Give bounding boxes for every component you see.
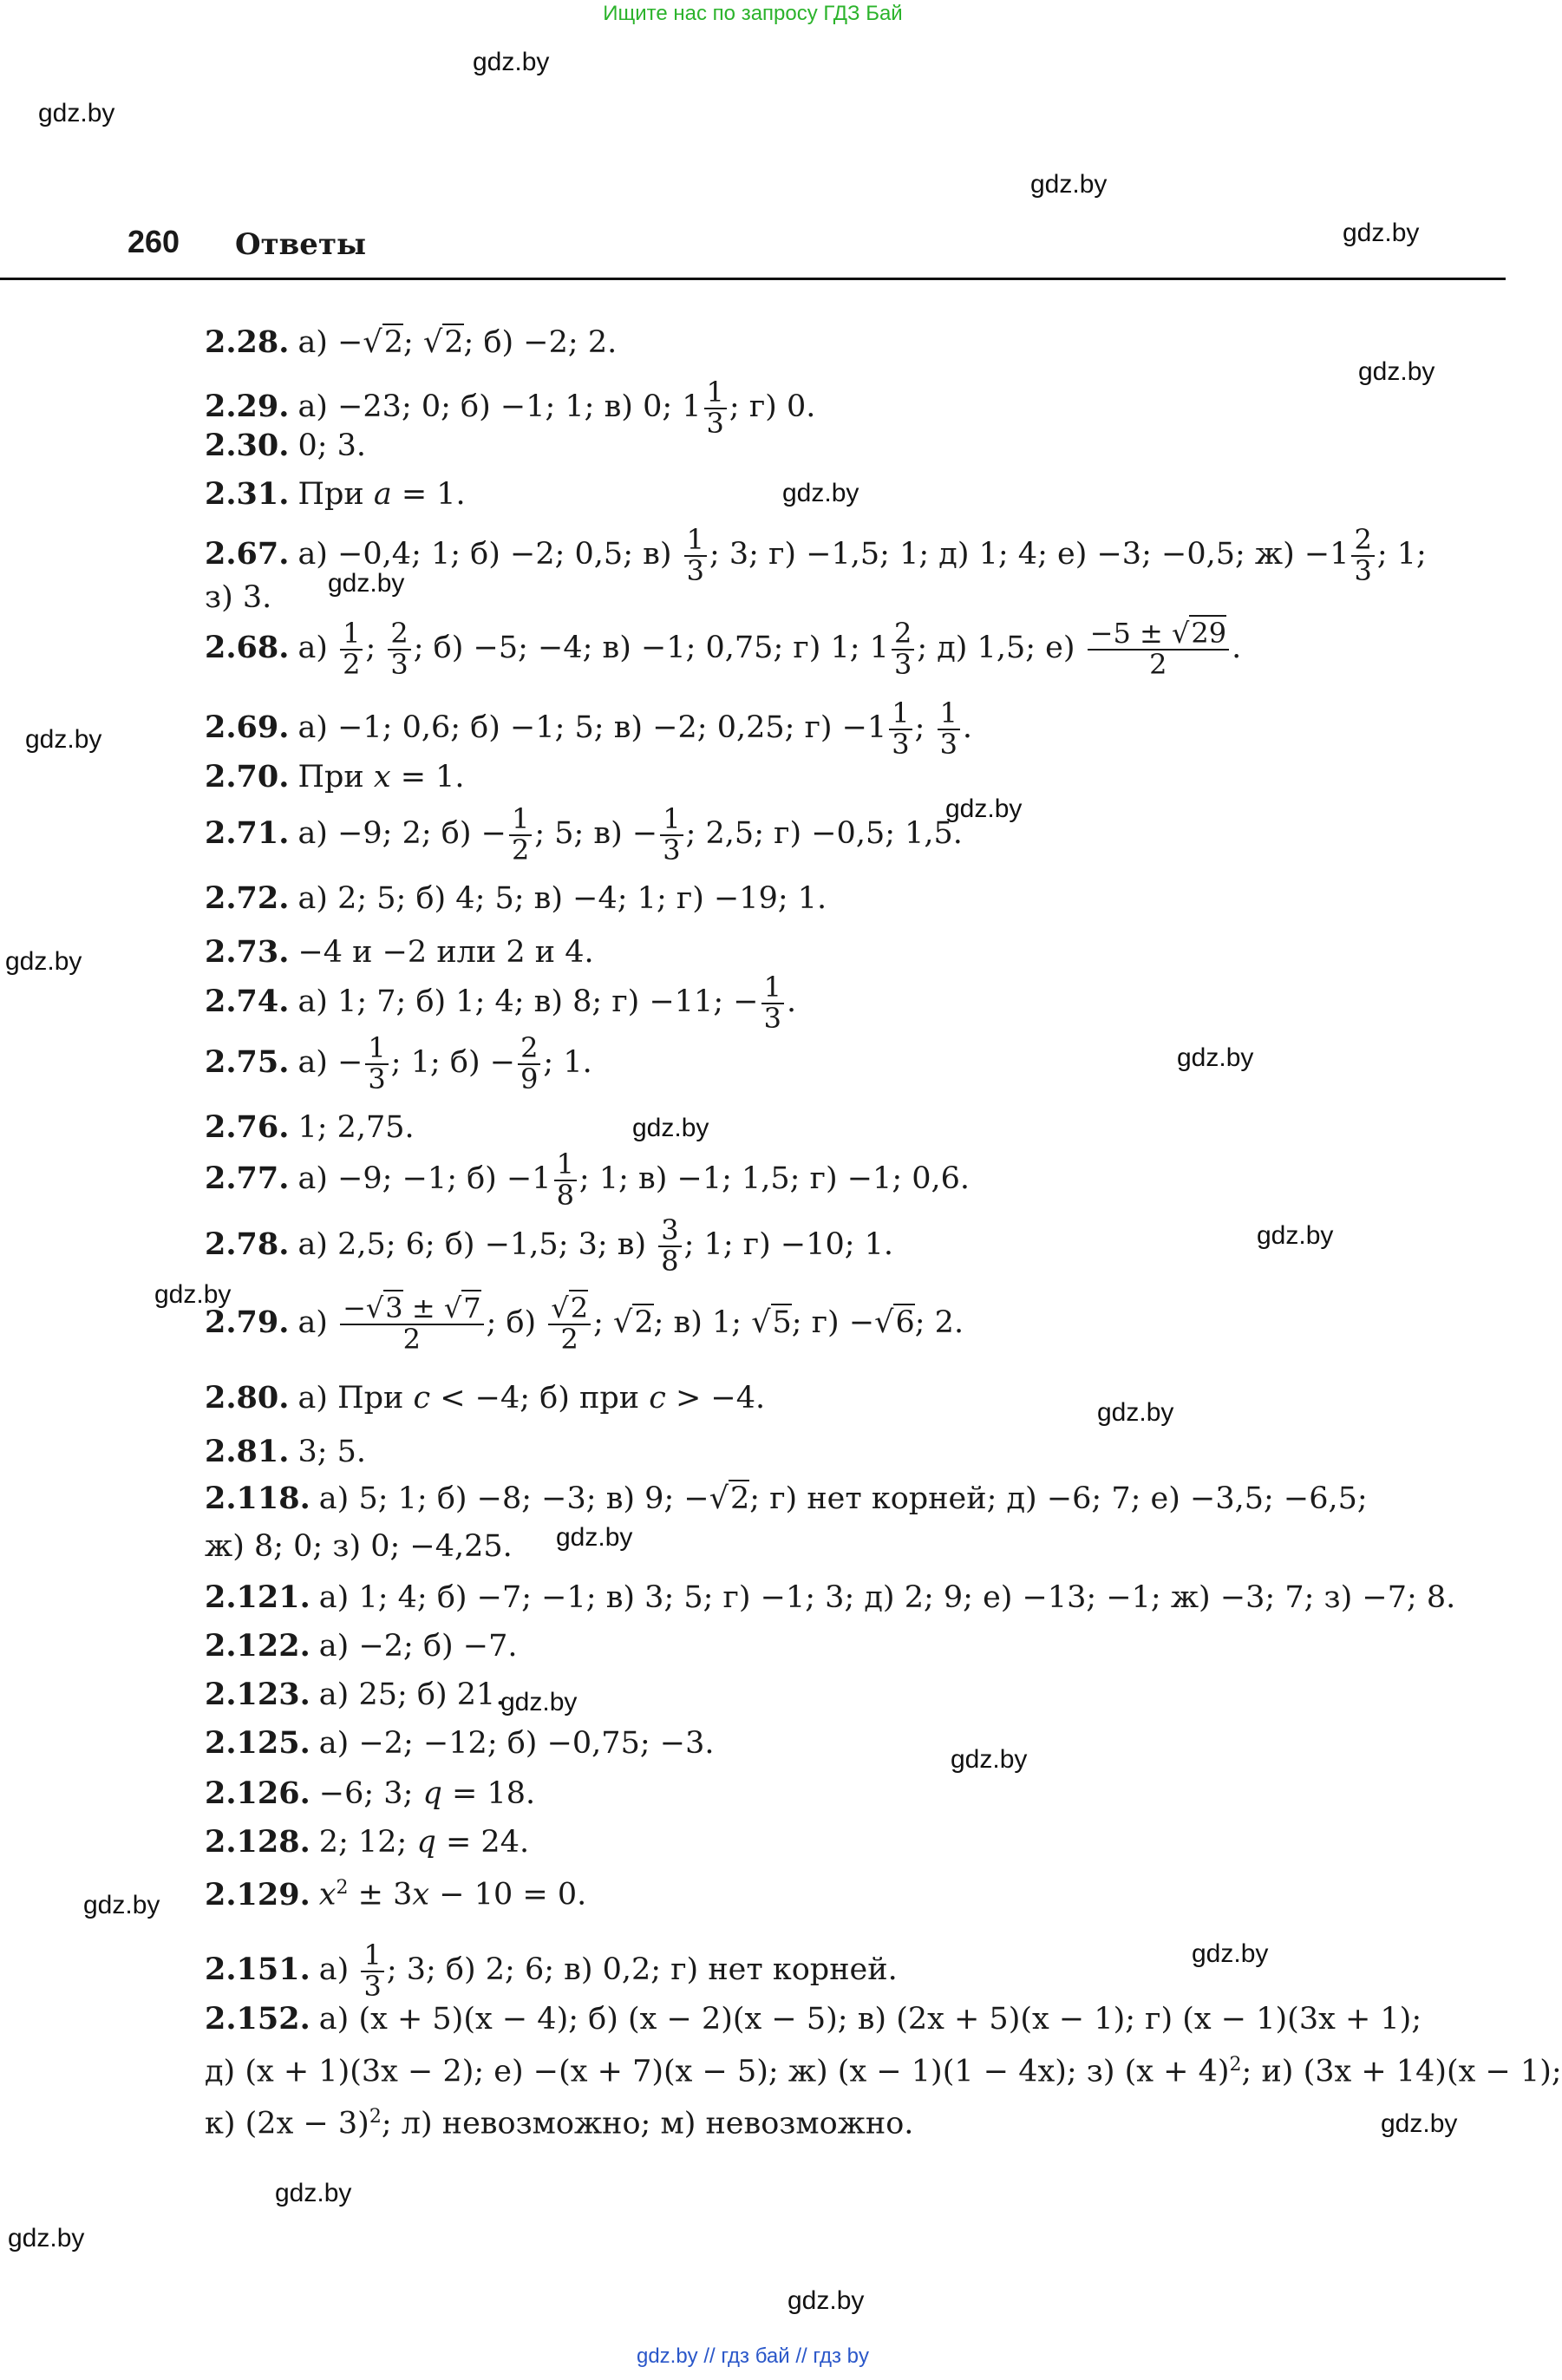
watermark: gdz.by xyxy=(1097,1398,1174,1427)
answer-number: 2.28. xyxy=(205,324,290,360)
watermark: gdz.by xyxy=(951,1745,1028,1774)
answer-number: 2.29. xyxy=(205,389,290,425)
watermark: gdz.by xyxy=(1030,170,1108,199)
answer-2-74: 2.74. а) 1; 7; б) 1; 4; в) 8; г) −11; − $\frac{1}{3}$ . xyxy=(205,971,797,1035)
top-banner[interactable]: Ищите нас по запросу ГДЗ Бай xyxy=(603,2,903,25)
fraction: $\frac{1}{3}$ xyxy=(938,699,960,759)
answer-number: 2.78. xyxy=(205,1226,290,1263)
answer-number: 2.81. xyxy=(205,1434,290,1469)
answer-number: 2.69. xyxy=(205,709,290,746)
answer-number: 2.126. xyxy=(205,1775,310,1811)
answer-2-71: 2.71. а) −9; 2; б) − $\frac{1}{2}$ ; 5; в) − $\frac{1}{3}$ ; 2,5; г) −0,5; 1,5. xyxy=(205,802,963,866)
answer-2-152-cont1: д) (x + 1)(3x − 2); е) −(x + 7)(x − 5); ж) (x − 1)(1 − 4x); з) $(x + 4)^2$; и) (3x + 14)(x − 1); xyxy=(205,2054,1562,2089)
answer-number: 2.70. xyxy=(205,759,290,794)
answer-number: 2.125. xyxy=(205,1725,310,1761)
answer-2-126: 2.126. −6; 3; q = 18. xyxy=(205,1775,536,1811)
watermark: gdz.by xyxy=(788,2286,865,2315)
answer-number: 2.31. xyxy=(205,476,290,512)
watermark: gdz.by xyxy=(632,1114,709,1142)
bottom-banner[interactable]: gdz.by // гдз бай // гдз by xyxy=(636,2344,870,2368)
answer-2-152-cont2: к) $(2x - 3)^2$; л) невозможно; м) невозможно. xyxy=(205,2106,914,2141)
watermark: gdz.by xyxy=(25,725,102,754)
fraction: $\frac{1}{3}$ xyxy=(889,699,912,759)
watermark: gdz.by xyxy=(275,2179,352,2207)
watermark: gdz.by xyxy=(8,2224,85,2252)
watermark: gdz.by xyxy=(5,947,82,976)
watermark: gdz.by xyxy=(154,1280,232,1309)
watermark: gdz.by xyxy=(1257,1221,1334,1250)
answer-number: 2.128. xyxy=(205,1824,310,1860)
answer-number: 2.75. xyxy=(205,1044,290,1081)
fraction: $\frac{1}{8}$ xyxy=(554,1150,577,1210)
answer-number: 2.67. xyxy=(205,536,290,572)
answer-2-122: 2.122. а) −2; б) −7. xyxy=(205,1628,518,1664)
answer-2-118-cont: ж) 8; 0; з) 0; −4,25. xyxy=(205,1529,513,1564)
answer-2-67-cont: з) 3. xyxy=(205,580,272,615)
fraction: $\frac{3}{8}$ xyxy=(658,1216,681,1276)
fraction: $\frac{1}{2}$ xyxy=(340,619,363,679)
watermark: gdz.by xyxy=(945,794,1023,823)
answer-number: 2.73. xyxy=(205,934,290,970)
fraction: $\frac{1}{3}$ xyxy=(684,526,707,585)
answer-2-123: 2.123. а) 25; б) 21. xyxy=(205,1677,506,1712)
fraction: $\frac{1}{3}$ xyxy=(761,973,784,1033)
fraction: $\frac{-5 \pm √29}{2}$ xyxy=(1088,619,1229,679)
answer-number: 2.77. xyxy=(205,1161,290,1197)
watermark: gdz.by xyxy=(1381,2109,1458,2138)
answer-number: 2.68. xyxy=(205,630,290,666)
answer-2-67: 2.67. а) −0,4; 1; б) −2; 0,5; в) $\frac{1}{3}$ ; 3; г) −1,5; 1; д) 1; 4; е) −3; −0,5; ж) −1 $\frac{2}{3}$ ; 1; xyxy=(205,523,1427,587)
answer-2-31: 2.31. При a = 1. xyxy=(205,476,466,512)
answer-2-69: 2.69. а) −1; 0,6; б) −1; 5; в) −2; 0,25; г) −1 $\frac{1}{3}$ ; $\frac{1}{3}$ . xyxy=(205,696,973,761)
answer-2-118: 2.118. а) 5; 1; б) −8; −3; в) 9; −√2; г) нет корней; д) −6; 7; е) −3,5; −6,5; xyxy=(205,1481,1368,1516)
watermark: gdz.by xyxy=(38,99,115,128)
answer-number: 2.151. xyxy=(205,1952,310,1988)
answer-2-75: 2.75. а) − $\frac{1}{3}$ ; 1; б) − $\frac{2}{9}$ ; 1. xyxy=(205,1031,592,1095)
fraction: $\frac{1}{3}$ xyxy=(660,805,683,865)
answer-number: 2.122. xyxy=(205,1628,310,1664)
answer-number: 2.129. xyxy=(205,1876,310,1912)
fraction: $\frac{1}{3}$ xyxy=(704,378,727,438)
watermark: gdz.by xyxy=(782,479,859,507)
watermark: gdz.by xyxy=(473,48,550,76)
answer-2-68: 2.68. а) $\frac{1}{2}$ ; $\frac{2}{3}$ ; б) −5; −4; в) −1; 0,75; г) 1; 1 $\frac{2}{3}$ ; д) 1,5; е) $\frac{-5 \pm √29}{2}$ . xyxy=(205,617,1242,681)
fraction: $\frac{-√3 \pm √7}{2}$ xyxy=(340,1294,483,1354)
answer-2-76: 2.76. 1; 2,75. xyxy=(205,1109,415,1145)
answer-2-151: 2.151. а) $\frac{1}{3}$ ; 3; б) 2; 6; в) 0,2; г) нет корней. xyxy=(205,1939,898,2003)
watermark: gdz.by xyxy=(83,1891,160,1919)
page-number: 260 xyxy=(127,224,180,259)
fraction: $\frac{2}{3}$ xyxy=(892,619,914,679)
answer-2-80: 2.80. а) При c < −4; б) при c > −4. xyxy=(205,1380,766,1416)
answer-2-129: 2.129. $x^2 \pm 3x - 10 = 0$. xyxy=(205,1876,587,1912)
answer-2-28: 2.28. а) −√2; √2; б) −2; 2. xyxy=(205,324,618,360)
answer-number: 2.152. xyxy=(205,2001,310,2037)
answer-number: 2.74. xyxy=(205,984,290,1020)
answer-number: 2.72. xyxy=(205,880,290,916)
section-title: Ответы xyxy=(235,227,367,262)
answer-number: 2.71. xyxy=(205,815,290,852)
watermark: gdz.by xyxy=(1343,219,1420,247)
answer-2-70: 2.70. При x = 1. xyxy=(205,759,465,794)
answer-number: 2.76. xyxy=(205,1109,290,1145)
fraction: $\frac{2}{3}$ xyxy=(388,619,410,679)
answer-2-79: 2.79. а) $\frac{-√3 \pm √7}{2}$ ; б) $\frac{√2}{2}$ ; √2; в) 1; √5; г) −√6; 2. xyxy=(205,1291,964,1356)
answer-2-128: 2.128. 2; 12; q = 24. xyxy=(205,1824,530,1860)
watermark: gdz.by xyxy=(1358,357,1435,386)
answer-2-77: 2.77. а) −9; −1; б) −1 $\frac{1}{8}$ ; 1; в) −1; 1,5; г) −1; 0,6. xyxy=(205,1148,971,1212)
fraction: $\frac{1}{3}$ xyxy=(365,1034,388,1094)
answer-number: 2.30. xyxy=(205,428,290,463)
answer-2-30: 2.30. 0; 3. xyxy=(205,428,367,463)
answer-2-81: 2.81. 3; 5. xyxy=(205,1434,367,1469)
fraction: $\frac{1}{3}$ xyxy=(361,1941,383,2001)
header-rule xyxy=(0,278,1506,280)
answer-number: 2.121. xyxy=(205,1579,310,1615)
answer-2-72: 2.72. а) 2; 5; б) 4; 5; в) −4; 1; г) −19; 1. xyxy=(205,880,827,916)
answer-2-78: 2.78. а) 2,5; 6; б) −1,5; 3; в) $\frac{3}{8}$ ; 1; г) −10; 1. xyxy=(205,1213,894,1278)
watermark: gdz.by xyxy=(500,1688,578,1716)
answer-number: 2.79. xyxy=(205,1304,290,1341)
answer-number: 2.123. xyxy=(205,1677,310,1712)
fraction: $\frac{2}{9}$ xyxy=(518,1034,540,1094)
watermark: gdz.by xyxy=(1192,1939,1269,1968)
fraction: $\frac{√2}{2}$ xyxy=(548,1294,591,1354)
answer-2-121: 2.121. а) 1; 4; б) −7; −1; в) 3; 5; г) −1; 3; д) 2; 9; е) −13; −1; ж) −3; 7; з) −7; 8. xyxy=(205,1579,1456,1615)
watermark: gdz.by xyxy=(328,569,405,598)
answer-2-152: 2.152. а) (x + 5)(x − 4); б) (x − 2)(x − 5); в) (2x + 5)(x − 1); г) (x − 1)(3x + 1); xyxy=(205,2001,1422,2037)
answer-number: 2.80. xyxy=(205,1380,290,1416)
fraction: $\frac{2}{3}$ xyxy=(1351,526,1374,585)
answer-2-125: 2.125. а) −2; −12; б) −0,75; −3. xyxy=(205,1725,715,1761)
fraction: $\frac{1}{2}$ xyxy=(509,805,532,865)
watermark: gdz.by xyxy=(1177,1043,1254,1072)
watermark: gdz.by xyxy=(556,1523,633,1552)
answer-2-73: 2.73. −4 и −2 или 2 и 4. xyxy=(205,934,594,970)
answer-number: 2.118. xyxy=(205,1481,310,1516)
answer-2-29: 2.29. а) −23; 0; б) −1; 1; в) 0; 1 $\frac{1}{3}$ ; г) 0. xyxy=(205,376,816,440)
